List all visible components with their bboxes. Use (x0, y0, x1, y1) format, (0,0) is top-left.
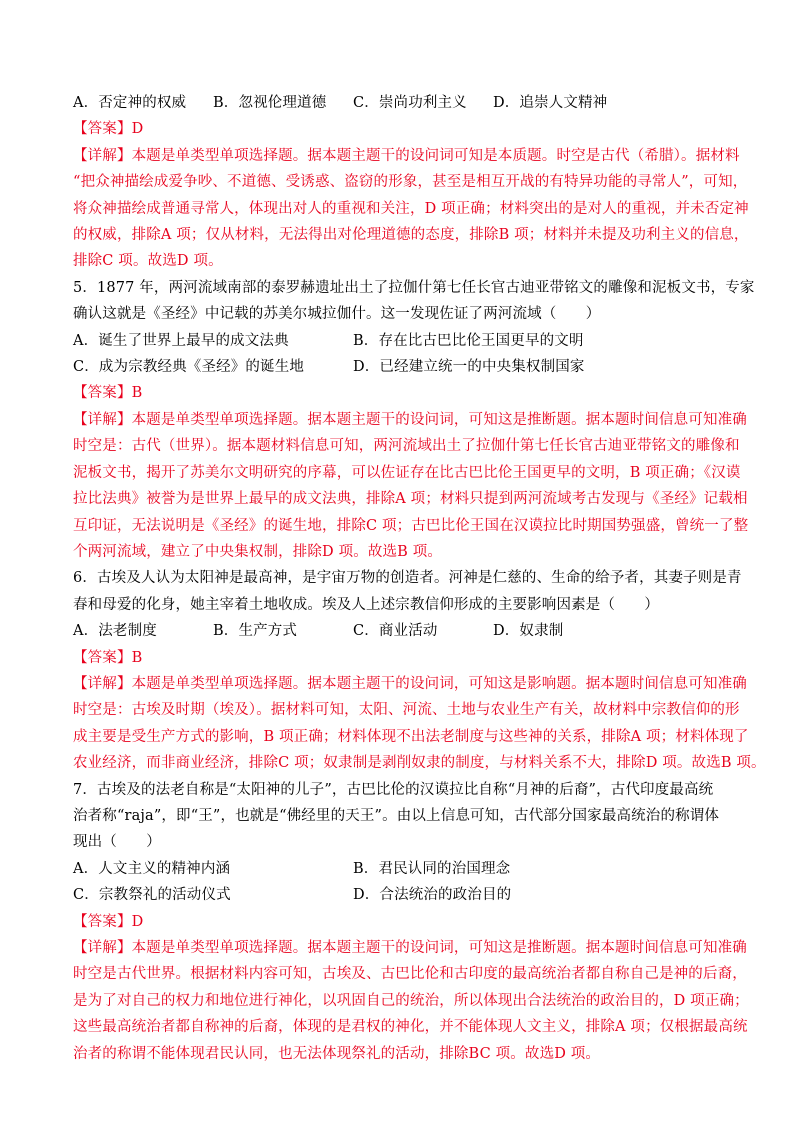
stem-line: 6．古埃及人认为太阳神是最高神，是宇宙万物的创造者。河神是仁慈的、生命的给予者，其妻子则是青 (73, 570, 742, 587)
answer-value: D (131, 913, 144, 930)
q4-explanation (73, 143, 749, 275)
q5-option-d: D．已经建立统一的中央集权制国家 (353, 359, 585, 376)
q5-stem (73, 275, 755, 328)
q5-option-a: A．诞生了世界上最早的成文法典 (73, 332, 289, 349)
q7-option-b: B．君民认同的治国理念 (353, 860, 511, 877)
q4-answer (73, 116, 733, 142)
q7-option-a: A．人文主义的精神内涵 (73, 860, 231, 877)
q6-options (73, 618, 733, 644)
explanation-line: 互印证，无法说明是《圣经》的诞生地，排除C 项；古巴比伦王国在汉谟拉比时期国势强盛，曾统一了整 (73, 517, 749, 534)
q6-option-b: B．生产方式 (213, 623, 298, 640)
q7-option-c: C．宗教祭礼的活动仪式 (73, 887, 231, 904)
q4-option-b: B．忽视伦理道德 (213, 95, 327, 111)
explanation-line: 时空是：古代（世界）。据本题材料信息可知，两河流域出土了拉伽什第七任长官古迪亚带铭文的雕像和 (73, 438, 740, 455)
stem-line: 现出（ ） (73, 834, 161, 851)
q6-option-a: A．法老制度 (73, 623, 157, 640)
answer-label: 【答案】 (73, 385, 132, 402)
q7-options-row1 (73, 856, 733, 882)
explanation-line: 【详解】本题是单类型单项选择题。据本题主题干的设问词，可知这是推断题。据本题时间信息可知准确 (73, 940, 747, 956)
explanation-line: 个两河流域，建立了中央集权制，排除D 项。故选B 项。 (73, 543, 443, 560)
q5-options-row1 (73, 328, 733, 354)
explanation-line: 泥板文书，揭开了苏美尔文明研究的序幕，可以佐证存在比古巴比伦王国更早的文明，B 项正确；《汉谟 (73, 464, 741, 481)
q5-explanation (73, 407, 749, 565)
stem-line: 春和母爱的化身，她主宰着土地收成。埃及人上述宗教信仰形成的主要影响因素是（ ） (73, 596, 659, 613)
q5-option-c: C．成为宗教经典《圣经》的诞生地 (73, 359, 304, 376)
explanation-line: 【详解】本题是单类型单项选择题。据本题主题干的设问词，可知这是推断题。据本题时间信息可知准确 (73, 411, 747, 428)
q7-options-row2 (73, 882, 733, 908)
explanation-line: 的权威，排除A 项；仅从材料，无法得出对伦理道德的态度，排除B 项；材料并未提及功利主义的信息， (73, 227, 749, 244)
explanation-line: 时空是古代世界。根据材料内容可知，古埃及、古巴比伦和古印度的最高统治者都自称自己是神的后裔， (73, 966, 747, 983)
q7-stem (73, 777, 733, 856)
answer-value: B (131, 385, 143, 402)
explanation-line: 是为了对自己的权力和地位进行神化，以巩固自己的统治，所以体现出合法统治的政治目的，D 项正确； (73, 992, 749, 1009)
explanation-line: 时空是：古埃及时期（埃及）。据材料可知，太阳、河流、土地与农业生产有关，故材料中宗教信仰的形 (73, 702, 740, 719)
answer-label: 【答案】 (73, 913, 132, 930)
stem-line: 7．古埃及的法老自称是“太阳神的儿子”，古巴比伦的汉谟拉比自称“月神的后裔”，古代印度最高统 (73, 781, 714, 798)
q6-answer (73, 645, 733, 671)
answer-value: D (131, 121, 144, 138)
stem-line: 确认这就是《圣经》中记载的苏美尔城拉伽什。这一发现佐证了两河流域（ ） (73, 306, 601, 323)
q5-answer (73, 380, 733, 406)
answer-label: 【答案】 (73, 121, 132, 138)
answer-value: B (131, 649, 143, 666)
q4-options (73, 90, 733, 116)
explanation-line: 这些最高统治者都自称神的后裔，体现的是君权的神化，并不能体现人文主义，排除A 项；仅根据最高统 (73, 1019, 748, 1036)
explanation-line: 治者的称谓不能体现君民认同，也无法体现祭礼的活动，排除BC 项。故选D 项。 (73, 1045, 601, 1062)
q4-option-a: A．否定神的权威 (73, 95, 187, 111)
q7-answer (73, 909, 733, 935)
q7-explanation (73, 935, 749, 1067)
explanation-line: 农业经济，而非商业经济，排除C 项；奴隶制是剥削奴隶的制度，与材料关系不大，排除D 项。故选B 项。 (73, 755, 766, 772)
q5-options-row2 (73, 354, 733, 380)
explanation-line: 排除C 项。故选D 项。 (73, 253, 223, 270)
q6-option-d: D．奴隶制 (493, 623, 564, 640)
answer-label: 【答案】 (73, 649, 132, 666)
q4-option-d: D．追崇人文精神 (493, 95, 608, 111)
q6-explanation (73, 671, 766, 777)
stem-line: 治者称“raja”，即“王”，也就是“佛经里的天王”。由以上信息可知，古代部分国家最高统治的称谓体 (73, 807, 720, 824)
q6-option-c: C．商业活动 (353, 623, 438, 640)
q7-option-d: D．合法统治的政治目的 (353, 887, 512, 904)
explanation-line: 【详解】本题是单类型单项选择题。据本题主题干的设问词，可知这是影响题。据本题时间信息可知准确 (73, 675, 747, 692)
explanation-line: 成主要是受生产方式的影响，B 项正确；材料体现不出法老制度与这些神的关系，排除A 项；材料体现了 (73, 728, 749, 745)
q6-stem (73, 565, 742, 618)
q4-option-c: C．崇尚功利主义 (353, 95, 467, 111)
explanation-line: 【详解】本题是单类型单项选择题。据本题主题干的设问词可知是本质题。时空是古代（希腊）。据材料 (73, 147, 740, 164)
explanation-line: 将众神描绘成普通寻常人，体现出对人的重视和关注，D 项正确；材料突出的是对人的重视，并未否定神 (73, 200, 749, 217)
stem-line: 5．1877 年，两河流域南部的泰罗赫遗址出土了拉伽什第七任长官古迪亚带铭文的雕像和泥板文书，专家 (73, 279, 755, 296)
explanation-line: “把众神描绘成爱争吵、不道德、受诱惑、盗窃的形象，甚至是相互开战的有特异功能的寻常人”，可知， (73, 174, 748, 191)
q5-option-b: B．存在比古巴比伦王国更早的文明 (353, 332, 584, 349)
document-page (73, 90, 766, 1067)
explanation-line: 拉比法典》被誉为是世界上最早的成文法典，排除A 项；材料只提到两河流域考古发现与《圣经》记载相 (73, 491, 748, 508)
